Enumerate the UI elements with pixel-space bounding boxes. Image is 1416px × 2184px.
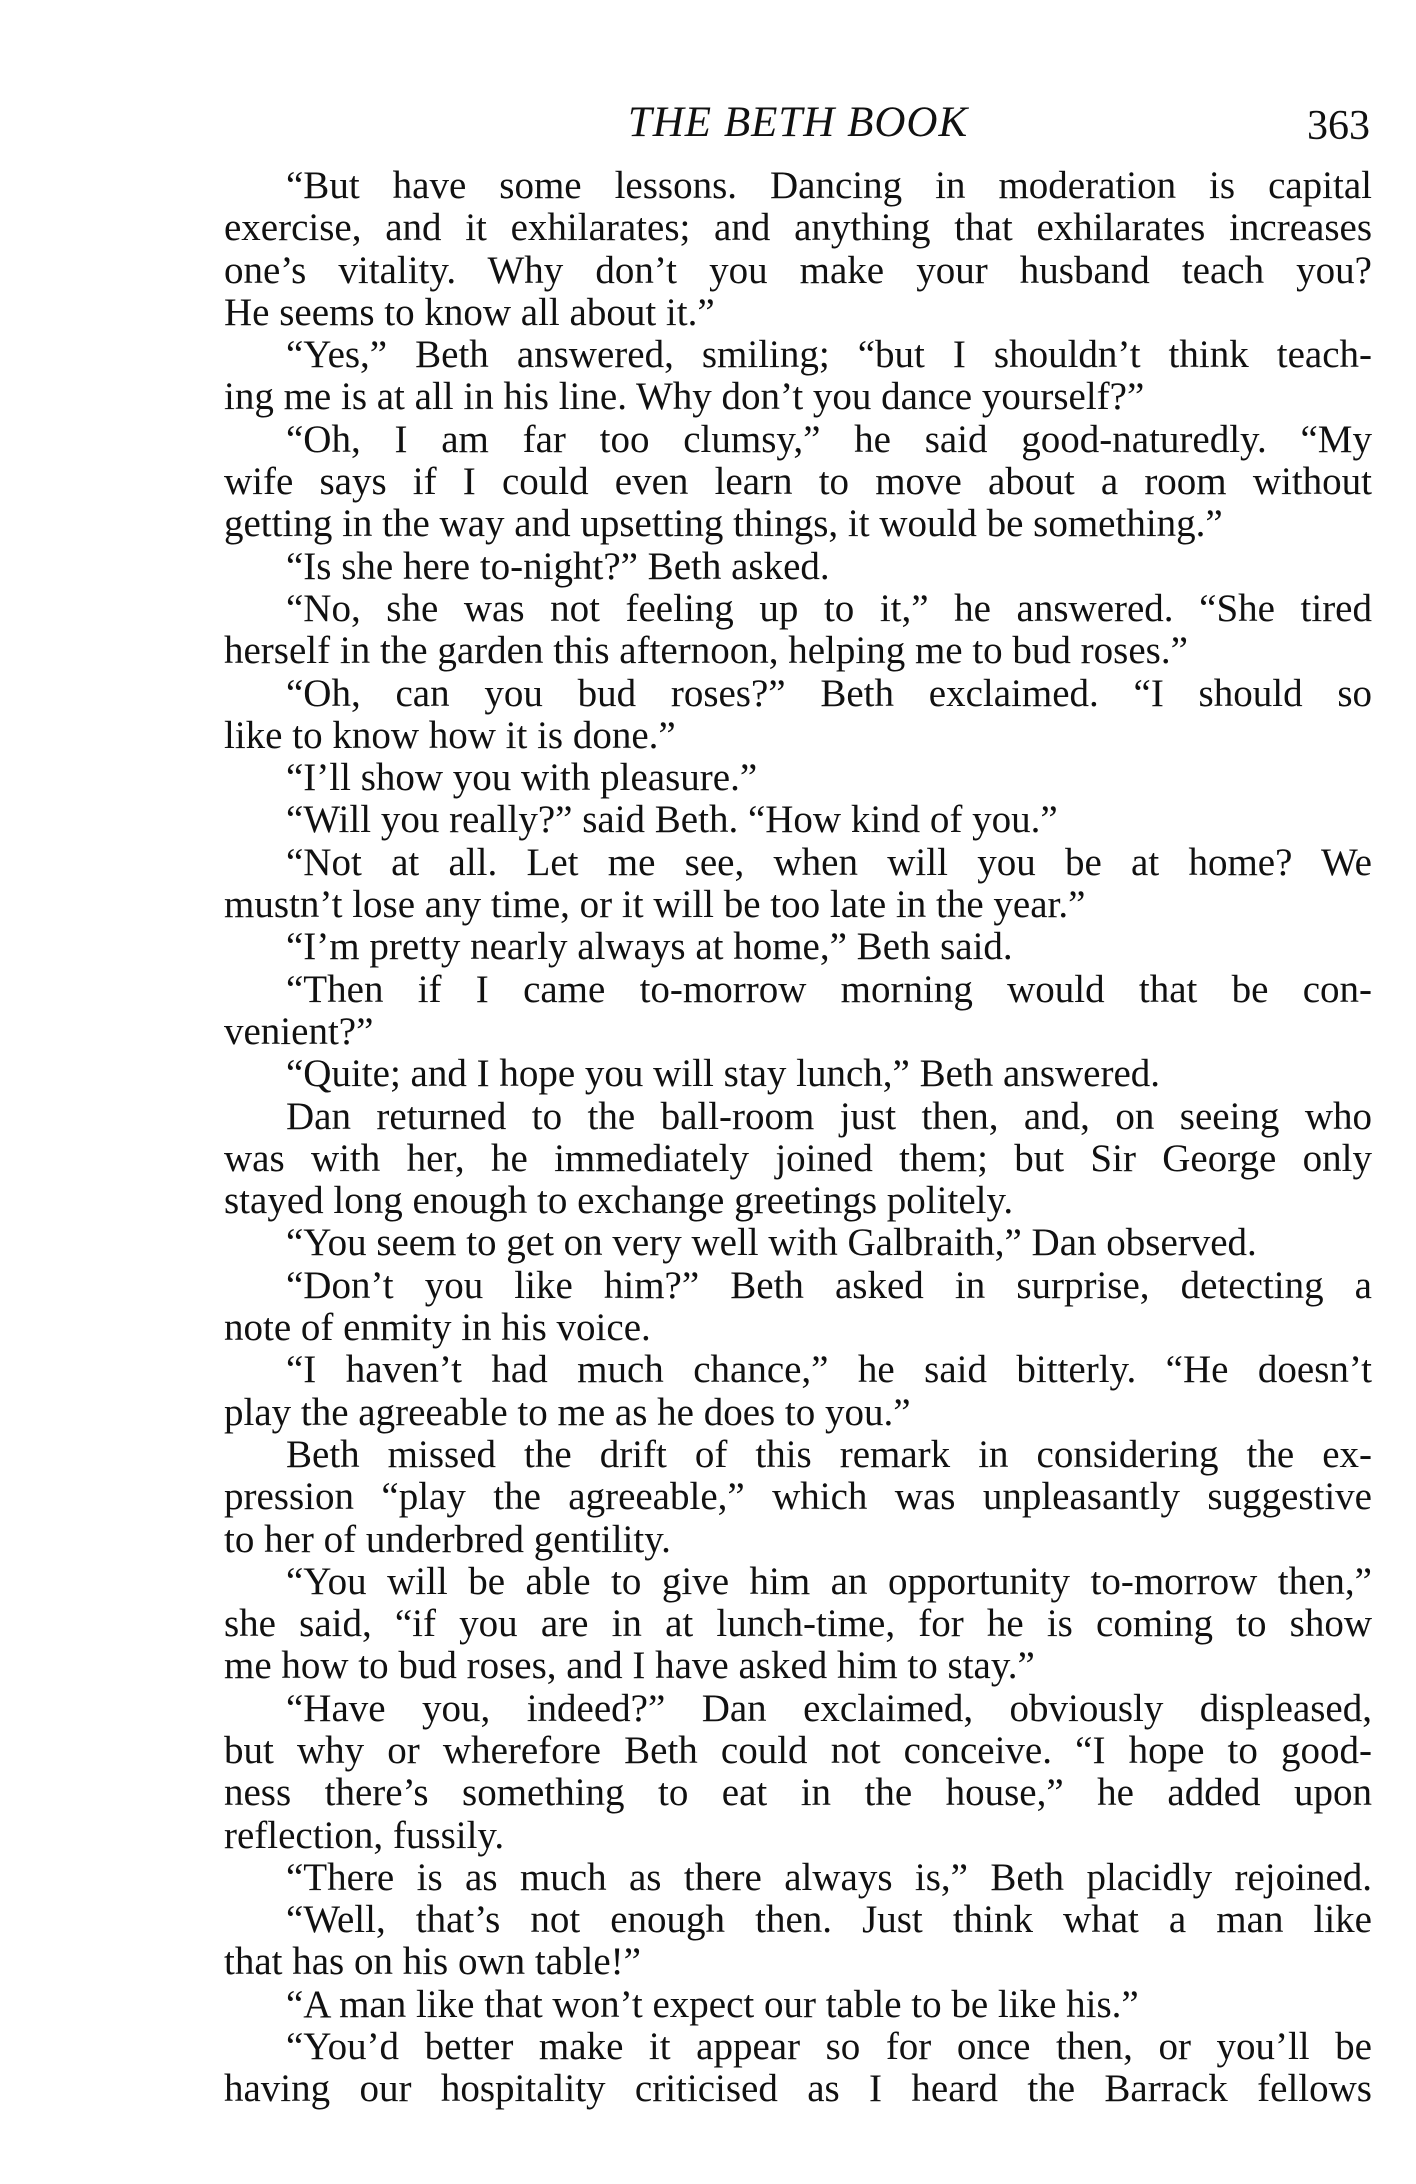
text-line: wife says if I could even learn to move about a room without: [224, 460, 1372, 504]
text-line: “Oh, can you bud roses?” Beth exclaimed. “I should so: [286, 671, 1372, 715]
text-line: “A man like that won’t expect our table to be like his.”: [286, 1982, 1139, 2026]
text-line: ing me is at all in his line. Why don’t you dance yourself?”: [224, 375, 1145, 419]
text-line: “I’ll show you with pleasure.”: [286, 756, 758, 800]
page-number: 363: [1307, 103, 1370, 149]
text-line: “You will be able to give him an opportunity to-morrow then,”: [286, 1559, 1372, 1603]
text-line: that has on his own table!”: [224, 1940, 641, 1984]
text-line: He seems to know all about it.”: [224, 290, 715, 334]
running-title: THE BETH BOOK: [627, 99, 969, 146]
text-line: pression “play the agreeable,” which was unpleasantly suggestive: [224, 1475, 1372, 1519]
text-line: “Quite; and I hope you will stay lunch,” Beth answered.: [286, 1052, 1161, 1096]
text-line: “Will you really?” said Beth. “How kind of you.”: [286, 798, 1058, 842]
text-line: “You seem to get on very well with Galbraith,” Dan observed.: [286, 1221, 1257, 1265]
text-line: “But have some lessons. Dancing in moderation is capital: [286, 164, 1372, 207]
text-line: reflection, fussily.: [224, 1813, 505, 1857]
text-line: mustn’t lose any time, or it will be too late in the year.”: [224, 883, 1086, 927]
text-line: was with her, he immediately joined them; but Sir George only: [224, 1136, 1372, 1180]
text-line: like to know how it is done.”: [224, 713, 676, 757]
text-line: “Not at all. Let me see, when will you be at home? We: [286, 840, 1372, 884]
text-line: me how to bud roses, and I have asked him to stay.”: [224, 1644, 1035, 1688]
text-line: one’s vitality. Why don’t you make your husband teach you?: [224, 248, 1372, 292]
text-line: “Then if I came to-morrow morning would that be con-: [286, 967, 1372, 1011]
text-line: “Have you, indeed?” Dan exclaimed, obviously displeased,: [286, 1686, 1372, 1730]
text-line: “I’m pretty nearly always at home,” Beth said.: [286, 925, 1013, 969]
text-line: “Don’t you like him?” Beth asked in surprise, detecting a: [286, 1263, 1372, 1307]
text-line: to her of underbred gentility.: [224, 1517, 671, 1561]
text-line: “Is she here to-night?” Beth asked.: [286, 544, 830, 588]
text-line: getting in the way and upsetting things, it would be something.”: [224, 502, 1223, 546]
text-line: “There is as much as there always is,” Beth placidly rejoined.: [286, 1855, 1372, 1899]
page-header: [226, 98, 1370, 158]
text-line: she said, “if you are in at lunch-time, for he is coming to show: [224, 1602, 1372, 1646]
text-line: but why or wherefore Beth could not conceive. “I hope to good-: [224, 1728, 1372, 1772]
text-line: stayed long enough to exchange greetings politely.: [224, 1179, 1014, 1223]
text-line: “Well, that’s not enough then. Just think what a man like: [286, 1898, 1372, 1942]
text-line: “Yes,” Beth answered, smiling; “but I shouldn’t think teach-: [286, 333, 1372, 377]
text-line: herself in the garden this afternoon, helping me to bud roses.”: [224, 629, 1188, 673]
text-line: having our hospitality criticised as I heard the Barrack fellows: [224, 2067, 1372, 2111]
text-line: note of enmity in his voice.: [224, 1306, 651, 1350]
text-line: venient?”: [224, 1009, 374, 1053]
text-line: Dan returned to the ball-room just then, and, on seeing who: [286, 1094, 1372, 1138]
text-line: play the agreeable to me as he does to you.”: [224, 1390, 911, 1434]
body-text: [224, 165, 1372, 2111]
text-line: “Oh, I am far too clumsy,” he said good-naturedly. “My: [286, 417, 1372, 461]
text-line: “You’d better make it appear so for once then, or you’ll be: [286, 2025, 1372, 2069]
text-line: “I haven’t had much chance,” he said bitterly. “He doesn’t: [286, 1348, 1372, 1392]
text-line: ness there’s something to eat in the house,” he added upon: [224, 1771, 1372, 1815]
text-line: exercise, and it exhilarates; and anything that exhilarates increases: [224, 206, 1372, 250]
text-line: “No, she was not feeling up to it,” he answered. “She tired: [286, 586, 1372, 630]
text-line: Beth missed the drift of this remark in considering the ex-: [286, 1432, 1372, 1476]
